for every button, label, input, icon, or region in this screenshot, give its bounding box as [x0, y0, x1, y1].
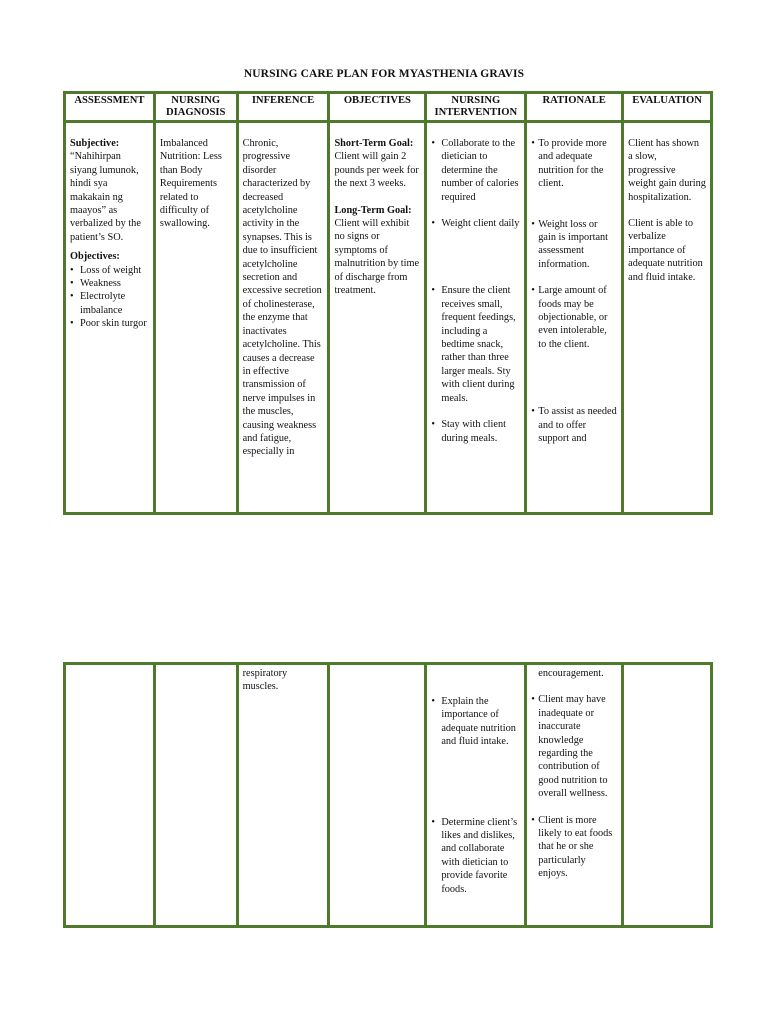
rationale-list [531, 137, 617, 446]
header-rationale: RATIONALE [526, 93, 623, 122]
objectives-label: Objectives: [70, 251, 120, 263]
header-objectives: OBJECTIVES [329, 93, 426, 122]
body-row [65, 122, 712, 514]
intervention-list [431, 137, 520, 445]
inference-text: respiratory muscles. [242, 668, 288, 693]
short-term-text: Client will gain 2 pounds per week for the next 3 weeks. [334, 151, 419, 190]
list-item: • To provide more and adequate nutrition for the client. [531, 137, 617, 191]
header-row [65, 93, 712, 122]
list-item: • Explain the importance of adequate nutrition and fluid intake. [431, 695, 520, 749]
short-term-label: Short-Term Goal: [334, 138, 414, 149]
evaluation-text: Client is able to verbalize importance of adequate nutrition and fluid intake. [628, 218, 703, 283]
list-item: • Weight loss or gain is important assessment information. [531, 218, 617, 272]
evaluation-text: Client has shown a slow, progressive weight gain during hospitalization. [628, 138, 706, 203]
header-evaluation: EVALUATION [623, 93, 712, 122]
assessment-cell [65, 664, 155, 927]
list-item: • Large amount of foods may be objectionable, or even intolerable, to the client. [531, 284, 617, 351]
rationale-continued: encouragement. [538, 668, 604, 679]
list-item: • Loss of weight [70, 264, 149, 277]
rationale-cell [526, 664, 623, 927]
list-item: • To assist as needed and to offer support and [531, 405, 617, 445]
subjective-text: “Nahihirpan siyang lumunok, hindi sya makakain ng maayos” as verbalized by the patient’s SO. [70, 151, 141, 243]
evaluation-cell [623, 664, 712, 927]
intervention-cell [426, 122, 526, 514]
list-item: • Determine client’s likes and dislikes, and collaborate with dietician to provide favorite foods. [431, 816, 520, 896]
long-term-text: Client will exhibit no signs or symptoms of malnutrition by time of discharge from treatment. [334, 218, 420, 297]
assessment-cell [65, 122, 155, 514]
inference-text: Chronic, progressive disorder characterized by decreased acetylcholine activity in the synapses. This is due to insufficient acetylcholine secretion and excessive secretion of cholinesterase, the enzyme that inactivates acetylcholine. This causes a decrease in effective transmission of nerve impulses in the muscles, causing weakness and fatigue, especially in [242, 138, 322, 458]
rationale-cell [526, 122, 623, 514]
diagnosis-text: Imbalanced Nutrition: Less than Body Requirements related to difficulty of swallowing. [159, 138, 222, 230]
long-term-label: Long-Term Goal: [334, 204, 412, 216]
care-plan-table-continued [63, 662, 713, 928]
header-intervention: NURSING INTERVENTION [426, 93, 526, 122]
list-item: • Poor skin turgor [70, 317, 149, 330]
subjective-label: Subjective: [70, 138, 120, 149]
header-diagnosis: NURSING DIAGNOSIS [154, 93, 237, 122]
list-item: • Electrolyte imbalance [70, 290, 149, 317]
diagnosis-cell [154, 122, 237, 514]
list-item: • Collaborate to the dietician to determine the number of calories required [431, 137, 520, 204]
rationale-list [531, 693, 617, 880]
intervention-list [431, 695, 520, 896]
inference-cell [237, 122, 329, 514]
list-item: • Weakness [70, 277, 149, 290]
page-title: NURSING CARE PLAN FOR MYASTHENIA GRAVIS [243, 68, 525, 80]
header-inference: INFERENCE [237, 93, 329, 122]
list-item: • Ensure the client receives small, frequent feedings, including a bedtime snack, rather than three larger meals. Sty with client during meals. [431, 284, 520, 405]
evaluation-cell [623, 122, 712, 514]
list-item: • Weight client daily [431, 217, 520, 230]
list-item: • Client is more likely to eat foods that he or she particularly enjoys. [531, 814, 617, 881]
body-row [65, 664, 712, 927]
inference-cell [237, 664, 329, 927]
care-plan-table [63, 91, 713, 515]
list-item: • Client may have inadequate or inaccurate knowledge regarding the contribution of good nutrition to overall wellness. [531, 693, 617, 800]
list-item: • Stay with client during meals. [431, 418, 520, 445]
objectives-cell [329, 664, 426, 927]
intervention-cell [426, 664, 526, 927]
objectives-cell [329, 122, 426, 514]
diagnosis-cell [154, 664, 237, 927]
objective-cues-list [70, 264, 149, 331]
header-assessment: ASSESSMENT [65, 93, 155, 122]
